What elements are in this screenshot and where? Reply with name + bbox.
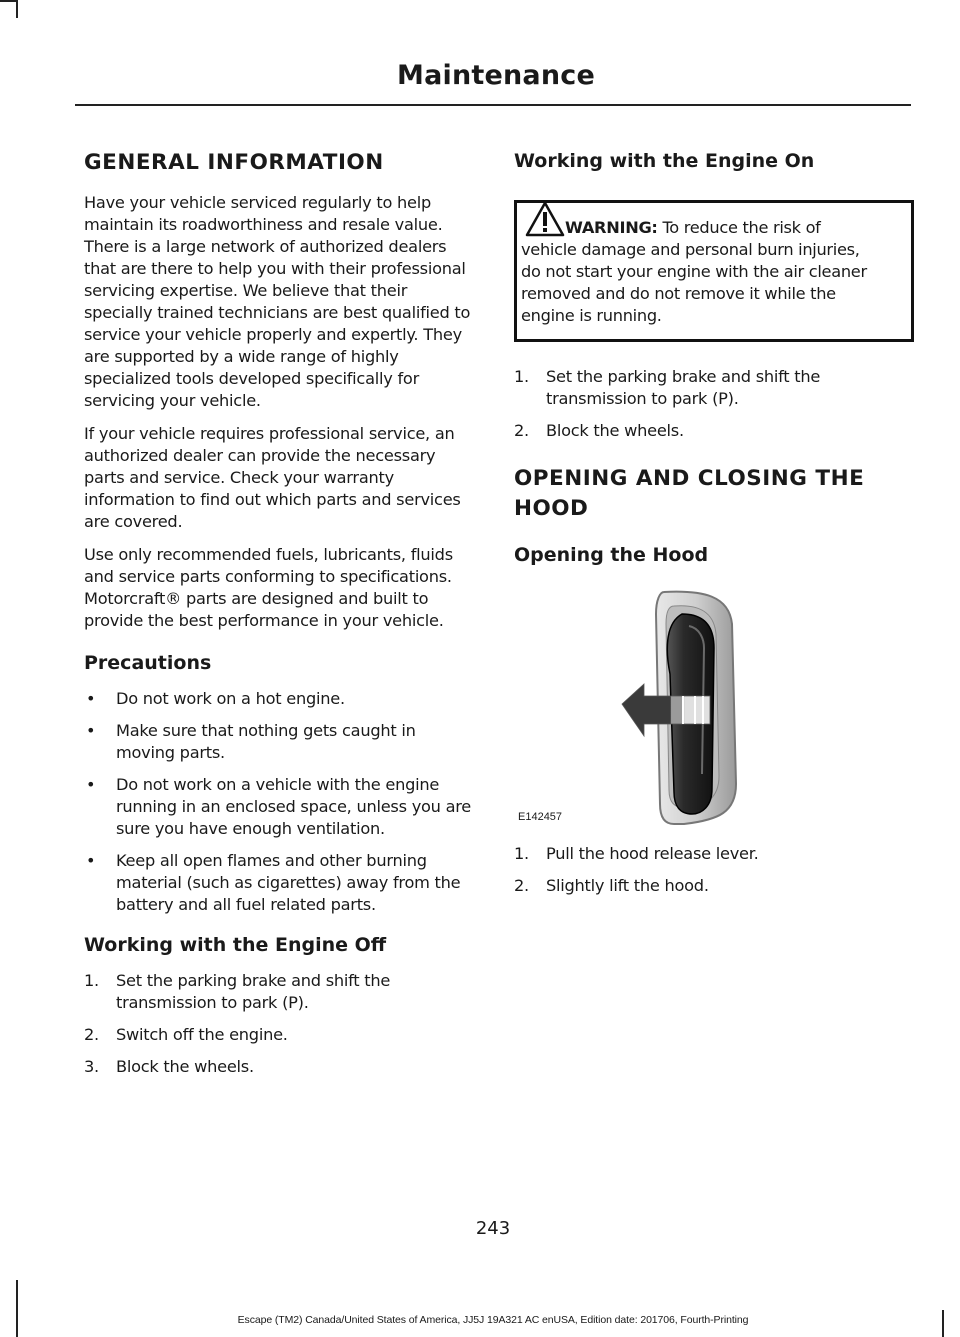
hood-release-lever-illustration [514, 584, 754, 829]
paragraph: Have your vehicle serviced regularly to help maintain its roadworthiness and resale value. There is a large network of authorized dealers that are there to help you with their professional servicing expertise. We believe that their specially trained technicians are best qualified to service your vehicle properly and expertly. They are supported by a wide range of highly specialized tools developed specifically for servicing your vehicle. [84, 193, 471, 410]
page-header-title: Maintenance [397, 60, 595, 91]
engine-on-steps [514, 366, 914, 442]
list-item [84, 1024, 476, 1046]
list-item [514, 366, 914, 410]
warning-text: To reduce the risk of [662, 218, 821, 237]
hood-release-lever-figure [514, 584, 754, 829]
section-title-general-information: GENERAL INFORMATION [84, 150, 384, 175]
warning-line: vehicle damage and personal burn injuries, [521, 240, 860, 259]
crop-mark [16, 1280, 18, 1337]
figure-code: E142457 [518, 811, 563, 823]
step-number: 2. [514, 421, 529, 440]
paragraph: If your vehicle requires professional service, an authorized dealer can provide the necessary parts and service. Check your warranty information to find out which parts and services are covered. [84, 424, 461, 531]
list-item [84, 720, 476, 764]
step-number: 2. [84, 1025, 99, 1044]
warning-line: removed and do not remove it while the [521, 284, 836, 303]
step-number: 1. [514, 844, 529, 863]
subtitle-precautions: Precautions [84, 652, 212, 674]
step-number: 1. [514, 367, 529, 386]
list-item [84, 1056, 476, 1078]
list-item-text: Do not work on a vehicle with the engine running in an enclosed space, unless you are sure you have enough ventilation. [116, 775, 472, 838]
list-item [514, 420, 914, 442]
left-column [84, 148, 476, 1094]
warning-line [521, 217, 907, 239]
list-item-text: Do not work on a hot engine. [116, 689, 345, 708]
header-rule [75, 104, 911, 106]
paragraph: Use only recommended fuels, lubricants, fluids and service parts conforming to specifications. Motorcraft® parts are designed and built to provide the best performance in your vehicle. [84, 545, 453, 630]
opening-hood-steps [514, 843, 914, 897]
precautions-list [84, 688, 476, 916]
step-number: 1. [84, 971, 99, 990]
step-text: Block the wheels. [546, 421, 684, 440]
warning-line: engine is running. [521, 306, 662, 325]
list-item [514, 843, 914, 865]
page-number: 243 [475, 1218, 511, 1239]
step-text: Set the parking brake and shift the transmission to park (P). [116, 971, 391, 1012]
step-text: Block the wheels. [116, 1057, 254, 1076]
warning-triangle-icon [525, 201, 565, 237]
step-text: Pull the hood release lever. [546, 844, 759, 863]
step-number: 3. [84, 1057, 99, 1076]
right-column [514, 148, 914, 913]
subtitle-opening-hood: Opening the Hood [514, 544, 709, 566]
footer-edition-text: Escape (TM2) Canada/United States of America, JJ5J 19A321 AC enUSA, Edition date: 201706, Fourth-Printing [237, 1314, 749, 1326]
list-item-text: Keep all open flames and other burning material (such as cigarettes) away from the battery and all fuel related parts. [116, 851, 461, 914]
bullet: • [86, 851, 96, 870]
list-item [84, 688, 476, 710]
list-item [84, 850, 476, 916]
step-text: Set the parking brake and shift the transmission to park (P). [546, 367, 821, 408]
warning-label: WARNING: [565, 218, 658, 237]
engine-off-steps [84, 970, 476, 1078]
section-title-line: OPENING AND CLOSING THE [514, 466, 865, 491]
warning-box [514, 200, 914, 342]
section-title-line: HOOD [514, 496, 589, 521]
list-item-text: Make sure that nothing gets caught in moving parts. [116, 721, 416, 762]
list-item [84, 774, 476, 840]
bullet: • [86, 775, 96, 794]
step-number: 2. [514, 876, 529, 895]
section-title-opening-closing-hood [514, 464, 914, 524]
step-text: Switch off the engine. [116, 1025, 288, 1044]
step-text: Slightly lift the hood. [546, 876, 709, 895]
subtitle-engine-off: Working with the Engine Off [84, 934, 387, 956]
warning-line: do not start your engine with the air cleaner [521, 262, 867, 281]
crop-mark [16, 0, 18, 18]
list-item [514, 875, 914, 897]
subtitle-engine-on: Working with the Engine On [514, 150, 815, 172]
bullet: • [86, 721, 96, 740]
list-item [84, 970, 476, 1014]
bullet: • [86, 689, 96, 708]
